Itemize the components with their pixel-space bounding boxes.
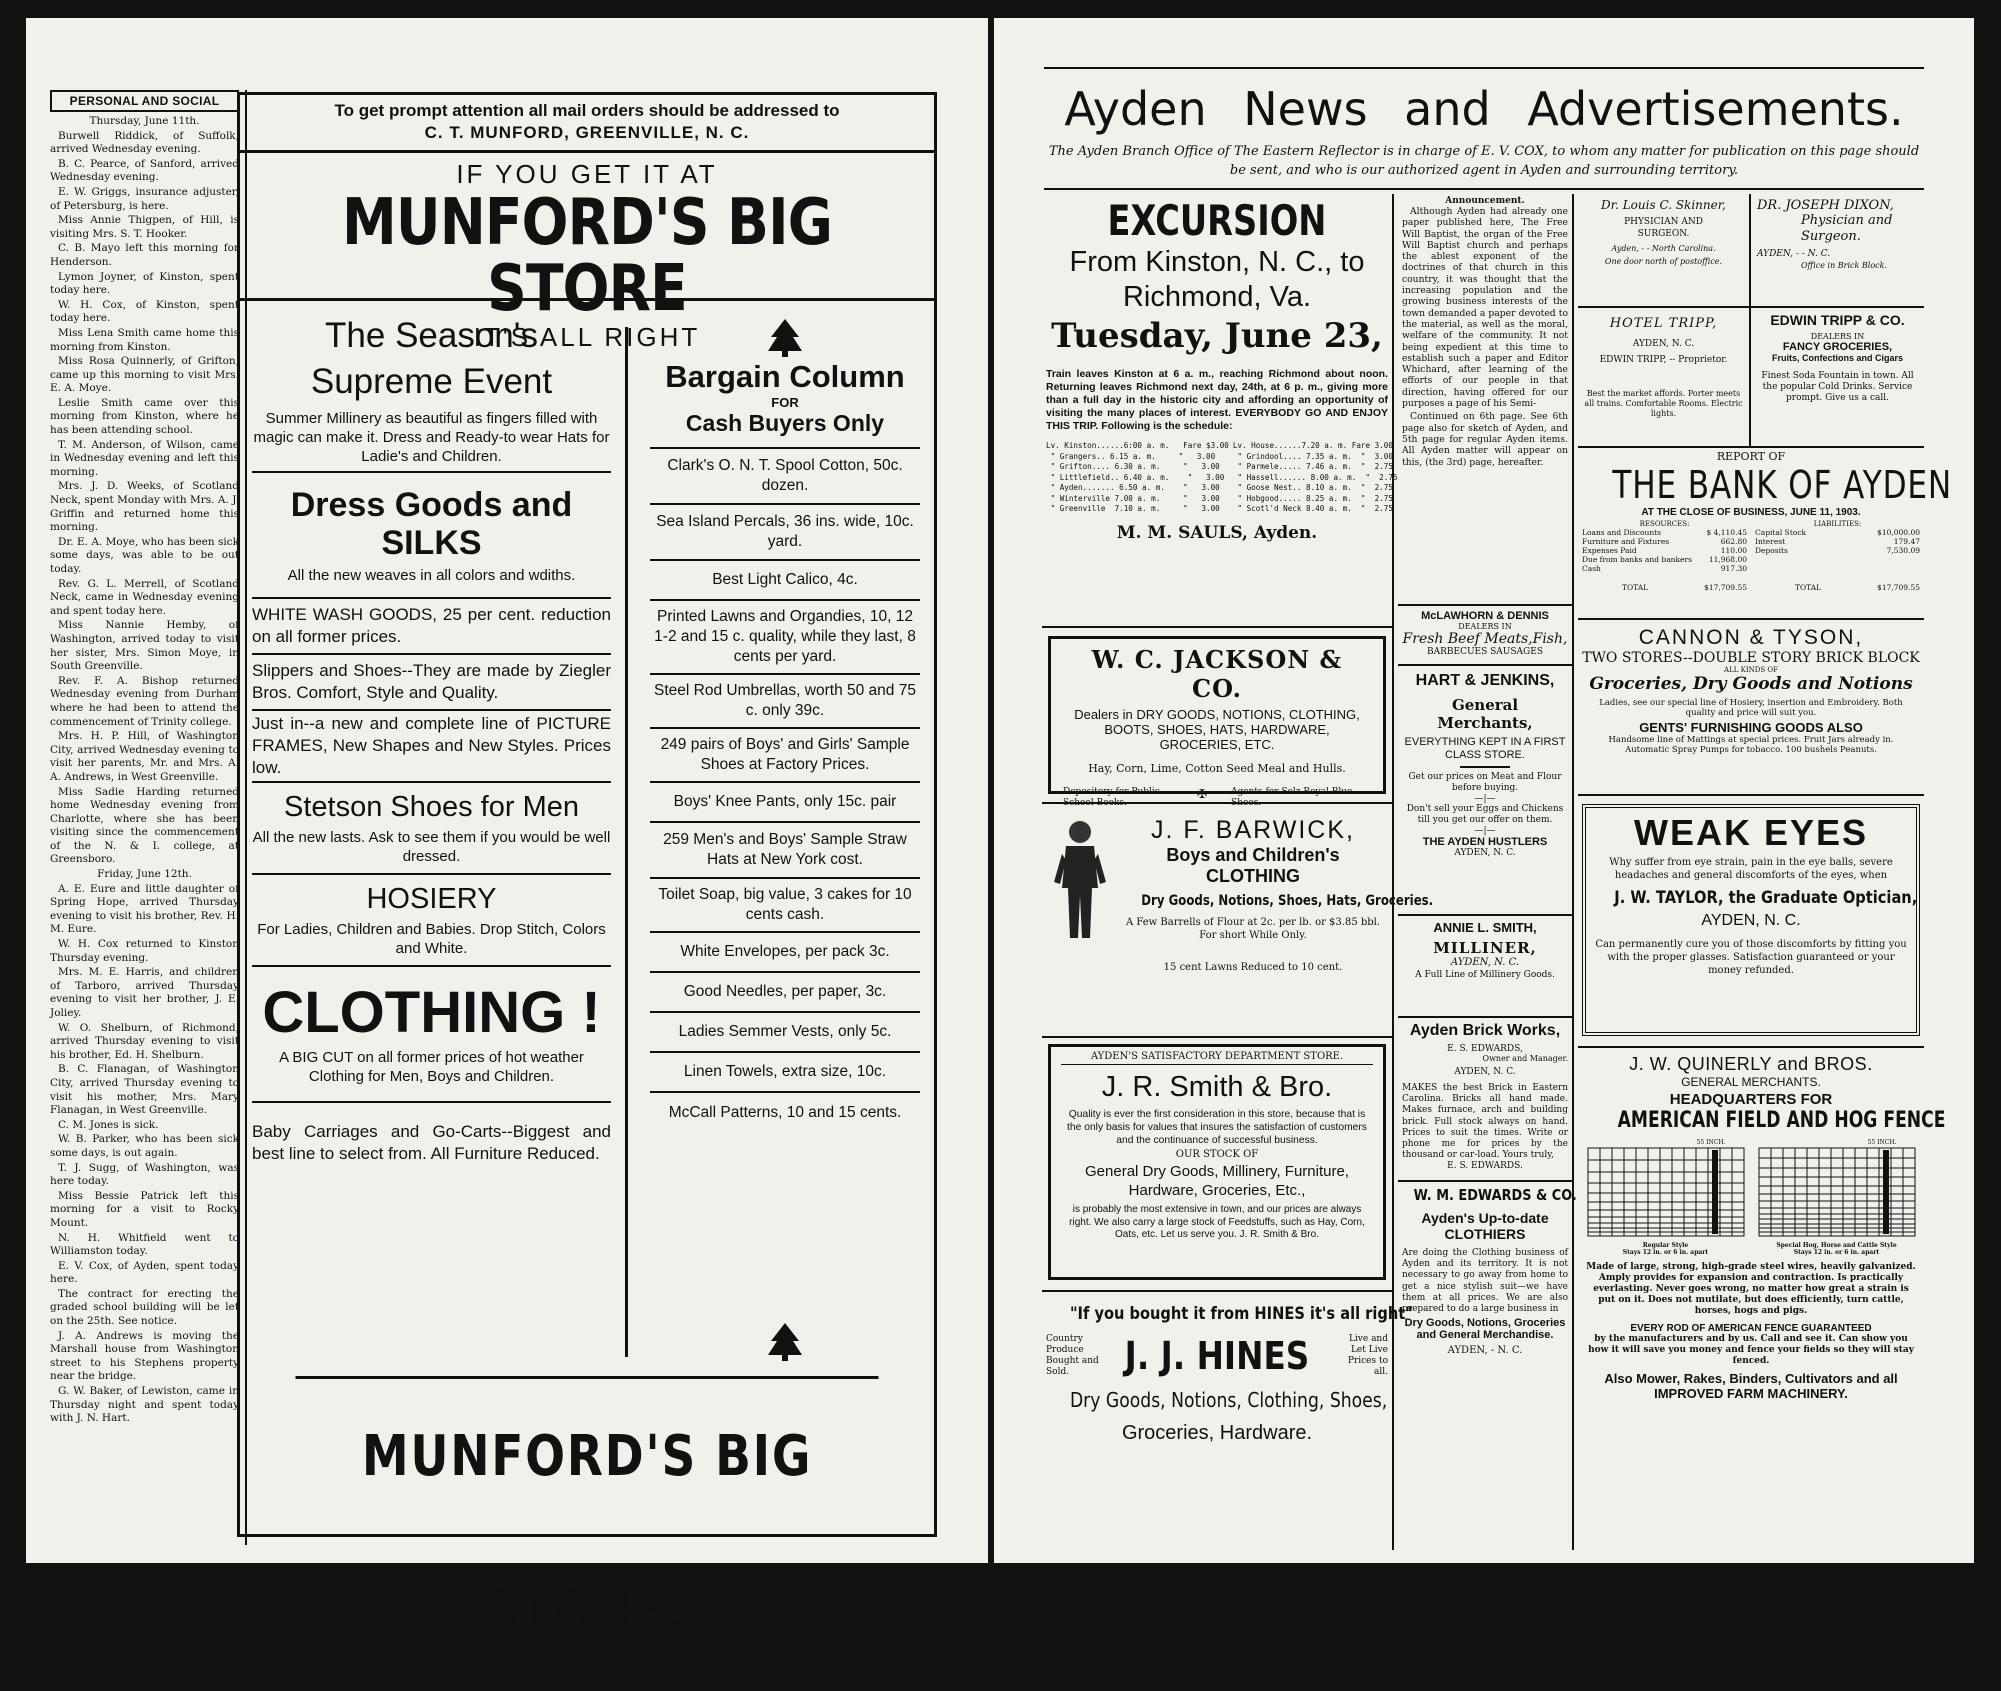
social-item: W. B. Parker, who has been sick some days, is out again. bbox=[50, 1133, 239, 1159]
bank-row-label: Interest bbox=[1755, 537, 1786, 546]
social-item: Miss Nannie Hemby, of Washington, arrived today to visit her sister, Mrs. Simon Moye, in South Greenville. bbox=[50, 619, 239, 673]
masthead-subtitle: The Ayden Branch Office of The Eastern Reflector is in charge of E. V. COX, to whom any matter for publication on this page should be sent, and who is our authorized agent in Ayden and surrounding territory. bbox=[1048, 144, 1920, 178]
feature-block bbox=[252, 711, 611, 783]
social-item: E. W. Griggs, insurance adjuster, of Petersburg, is here. bbox=[50, 185, 239, 212]
feature-block bbox=[252, 473, 611, 599]
feature-heading: The Season's Supreme Event bbox=[310, 315, 553, 401]
bargain-item: Toilet Soap, big value, 3 cakes for 10 cents cash. bbox=[650, 879, 920, 933]
bank-report: REPORT OF THE BANK OF AYDEN AT THE CLOSE OF BUSINESS, JUNE 11, 1903. RESOURCES: Loans and Discounts $ 4,110.45 Furniture and Fixtures 662.80 Expenses Paid 110.00 Due from banks and bankers 11,968.00 Cash 917.30 LIABILITIES: Capital Stock $10,000.00 Interest 179.47 Deposits 7,530.09 TOTAL $17,709.55 TOTAL $17,709.55 bbox=[1578, 448, 1924, 620]
social-item: W. O. Shelburn, of Richmond, arrived Thursday evening to visit his brother, Ed. H. Shelburn. bbox=[50, 1021, 239, 1061]
social-item: Leslie Smith came over this morning from Kinston, where he has been attending school. bbox=[50, 396, 239, 437]
social-item: C. B. Mayo left this morning for Henderson. bbox=[50, 242, 239, 268]
bank-row-label: Cash bbox=[1582, 564, 1601, 573]
feature-block bbox=[252, 307, 611, 473]
feature-text: Slippers and Shoes--They are made by Ziegler Bros. Comfort, Style and Quality. bbox=[252, 661, 611, 702]
bank-row-label: Furniture and Fixtures bbox=[1582, 537, 1670, 546]
masthead-rule bbox=[1044, 188, 1924, 190]
social-item: Mrs. H. P. Hill, of Washington City, arrived Wednesday evening to visit her parents, Mr. and Mrs. A. A. Andrews, in West Greenville. bbox=[50, 730, 239, 783]
personal-social-column bbox=[50, 90, 247, 1545]
munford-footer: MUNFORD'S BIG STORE. bbox=[296, 1376, 879, 1534]
schedule-left: Lv. Kinston......6:00 a. m. Fare $3.00 " Grangers.. 6.15 a. m. " 3.00 " Grifton.... 6.30 a. m. " 3.00 " Littlefield.. 6.40 a. m. " 3.00 " Ayden....... 6.50 a. m. " 3.00 " Winterville 7.00 a. m. " 3.00 " Greenville 7.10 a. m. " 3.00 bbox=[1046, 441, 1229, 513]
bargain-item: Sea Island Percals, 36 ins. wide, 10c. yard. bbox=[650, 505, 920, 561]
munford-ad bbox=[237, 92, 937, 1645]
announcement: Announcement. Although Ayden had already one paper published here, The Free Will Baptist, the organ of the Free Will Baptist church and perhaps the ablest exponent of the doctrines of that church in this country, it was thought that the increasing population and the growing business interests of the town demanded a paper devoted to the material, as well as the moral, welfare of the community. It not being expedient at this time to establish such a paper and Editor Whichard, after learning of the efforts of our people in that direction, having offered for our purposes a page of his Semi- Continued on 6th page. See 6th page also for sketch of Ayden, and 5th page for regular Ayden items. All Ayden matter will appear on this, (the 3rd) page, hereafter. bbox=[1398, 194, 1572, 606]
social-date: Thursday, June 11th. bbox=[89, 115, 200, 127]
mclawhorn-ad: McLAWHORN & DENNIS DEALERS IN Fresh Beef Meats,Fish, BARBECUES SAUSAGES bbox=[1398, 610, 1572, 666]
bank-row bbox=[1755, 528, 1920, 537]
bank-row-label: Capital Stock bbox=[1755, 528, 1807, 537]
bargain-item: Steel Rod Umbrellas, worth 50 and 75 c. only 39c. bbox=[650, 675, 920, 729]
bargain-item: Clark's O. N. T. Spool Cotton, 50c. dozen. bbox=[650, 449, 920, 505]
bank-row-value: 662.80 bbox=[1720, 537, 1747, 546]
social-item: Dr. E. A. Moye, who has been sick some days, was able to be out today. bbox=[50, 535, 239, 575]
bank-row bbox=[1582, 555, 1747, 564]
brick-works-ad: Ayden Brick Works, E. S. EDWARDS, Owner and Manager. AYDEN, N. C. MAKES the best Brick in Eastern Carolina. Bricks all hand made. Makes furnace, arch and building brick. Full stock always on hand. Prices to suit the times. Write or phone me for prices by the thousand or car-load. Yours truly, E. S. EDWARDS. bbox=[1398, 1018, 1572, 1182]
skinner-card: Dr. Louis C. Skinner, PHYSICIAN AND SURGEON. Ayden, - - North Carolina. One door north of postoffice. bbox=[1578, 194, 1751, 306]
feature-block bbox=[252, 1103, 611, 1183]
feature-block bbox=[252, 875, 611, 967]
column-b bbox=[1398, 194, 1577, 1550]
social-item: Miss Sadie Harding returned home Wednesday evening from Charlotte, where she has been visiting since the commencement of the N. & I. college, at Greensboro. bbox=[50, 785, 239, 866]
column-a bbox=[1042, 194, 1434, 1550]
column-divider bbox=[625, 327, 628, 1357]
bargain-item: Ladies Semmer Vests, only 5c. bbox=[650, 1013, 920, 1053]
mail-order-notice: To get prompt attention all mail orders should be addressed to C. T. MUNFORD, GREENVILLE, N. C. bbox=[240, 95, 934, 153]
feature-heading: CLOTHING ! bbox=[262, 980, 601, 1045]
bargain-item: White Envelopes, per pack 3c. bbox=[650, 933, 920, 973]
social-item: A. E. Eure and little daughter of Spring Hope, arrived Thursday evening to visit his brother, Rev. H. M. Eure. bbox=[50, 882, 239, 936]
feature-block bbox=[252, 599, 611, 655]
left-page bbox=[26, 18, 988, 1645]
bank-row-label: Loans and Discounts bbox=[1582, 528, 1662, 537]
store-banner: IF YOU GET IT AT MUNFORD'S BIG STORE IT'S ALL RIGHT bbox=[240, 153, 934, 301]
bank-row bbox=[1582, 546, 1747, 555]
bank-row-value: 110.00 bbox=[1720, 546, 1747, 555]
bank-row-value: 11,968.00 bbox=[1708, 555, 1747, 564]
social-item: Mrs. M. E. Harris, and children of Tarboro, arrived Thursday evening to visit her brother, J. E. Joliey. bbox=[50, 966, 239, 1019]
feature-block bbox=[252, 783, 611, 875]
feature-heading: Stetson Shoes for Men bbox=[284, 791, 579, 823]
feature-text: Baby Carriages and Go-Carts--Biggest and best line to select from. All Furniture Reduced. bbox=[252, 1122, 611, 1163]
bargain-column: Bargain Column FOR Cash Buyers Only Clark's O. N. T. Spool Cotton, 50c. dozen. Sea Island Percals, 36 ins. wide, 10c. yard. Best Light Calico, 4c. Printed Lawns and Organdies, 10, 12 1-2 and 15 c. quality, while they last, 8 cents per yard. Steel Rod Umbrellas, worth 50 and 75 c. only 39c. 249 pairs of Boys' and Girls' Sample Shoes at Factory Prices. Boys' Knee Pants, only 15c. pair 259 Men's and Boys' Sample Straw Hats at New York cost. Toilet Soap, big value, 3 cakes for 10 cents cash. White Envelopes, per pack 3c. Good Needles, per paper, 3c. Ladies Semmer Vests, only 5c. Linen Towels, extra size, 10c. McCall Patterns, 10 and 15 cents. bbox=[636, 307, 934, 1365]
bank-row bbox=[1755, 537, 1920, 546]
edwin-tripp-card: EDWIN TRIPP & CO. DEALERS IN FANCY GROCERIES, Fruits, Confections and Cigars Finest Soda Fountain in town. All the popular Cold Drinks. Service prompt. Give us a call. bbox=[1761, 312, 1914, 403]
feature-text: For Ladies, Children and Babies. Drop Stitch, Colors and White. bbox=[257, 921, 606, 957]
weak-eyes-ad: WEAK EYES Why suffer from eye strain, pain in the eye balls, severe headaches and general discomforts of the eyes, when J. W. TAYLOR, the Graduate Optician, AYDEN, N. C. Can permanently cure you of those discomforts by fitting you with the proper glasses. Satisfaction guaranteed or your money refunded. bbox=[1582, 804, 1920, 1036]
store-name: MUNFORD'S BIG STORE bbox=[341, 186, 833, 326]
social-item: G. W. Baker, of Lewiston, came in Thursday night and spent today with J. N. Hart. bbox=[50, 1385, 239, 1425]
hines-ad: "If you bought it from HINES it's all right" Country Produce Bought and Sold. J. J. HINES Live and Let Live Prices to all. Dry Goods, Notions, Clothing, Shoes, Groceries, Hardware. bbox=[1046, 1304, 1413, 1444]
bargain-item: Boys' Knee Pants, only 15c. pair bbox=[650, 783, 920, 823]
boy-figure-icon bbox=[1052, 818, 1108, 952]
bargain-item: 259 Men's and Boys' Sample Straw Hats at New York cost. bbox=[650, 823, 920, 879]
hart-jenkins-ad: HART & JENKINS, General Merchants, EVERYTHING KEPT IN A FIRST CLASS STORE. Get our prices on Meat and Flour before buying. —|— Don't sell your Eggs and Chickens till you get our offer on them. —|— THE AYDEN HUSTLERS AYDEN, N. C. bbox=[1398, 666, 1572, 916]
social-item: The contract for erecting the graded school building will be let on the 25th. See notice. bbox=[50, 1287, 239, 1328]
jackson-ad: W. C. JACKSON & CO. Dealers in DRY GOODS, NOTIONS, CLOTHING, BOOTS, SHOES, HATS, HARDWARE, GROCERIES, ETC. Hay, Corn, Lime, Cotton Seed Meal and Hulls. Depository for Public School Books. ✠ Agents for Selz Royal Blue Shoes. bbox=[1048, 636, 1386, 794]
bank-row-value: 917.30 bbox=[1720, 564, 1747, 573]
smith-ad: AYDEN'S SATISFACTORY DEPARTMENT STORE. J. R. Smith & Bro. Quality is ever the first consideration in this store, because that is the only basis for values that insures the satisfaction of customers and the continuance of successful business. OUR STOCK OF General Dry Goods, Millinery, Furniture, Hardware, Groceries, Etc., is probably the most extensive in town, and our prices are always right. We also carry a large stock of Feedstuffs, such as Hay, Corn, Oats, etc. Let us serve you. J. R. Smith & Bro. bbox=[1048, 1044, 1386, 1280]
feature-heading: Dress Goods and SILKS bbox=[290, 485, 573, 562]
social-item: T. J. Sugg, of Washington, was here today. bbox=[50, 1161, 239, 1188]
bargain-item: McCall Patterns, 10 and 15 cents. bbox=[668, 1104, 902, 1121]
fence-illustration: 55 INCH. Special Hog, Horse and Cattle Style Stays 12 in. or 6 in. apart bbox=[1757, 1139, 1917, 1256]
ornament-icon: ✠ bbox=[1196, 787, 1208, 801]
bargain-item: 249 pairs of Boys' and Girls' Sample Shoes at Factory Prices. bbox=[650, 729, 920, 783]
bank-row-value: 179.47 bbox=[1893, 537, 1920, 546]
bank-row-value: $10,000.00 bbox=[1877, 528, 1920, 537]
social-item: B. C. Flanagan, of Washington City, arrived Thursday evening to visit his mother, Mrs. Mary Flanagan, in West Greenville. bbox=[50, 1063, 239, 1117]
fence-grid-icon bbox=[1586, 1146, 1746, 1238]
feature-text: Just in--a new and complete line of PICTURE FRAMES, New Shapes and New Styles. Prices low. bbox=[252, 714, 611, 777]
bank-row bbox=[1582, 564, 1747, 573]
social-item: Miss Bessie Patrick left this morning for a visit to Rocky Mount. bbox=[50, 1189, 239, 1229]
feature-text: All the new weaves in all colors and wdiths. bbox=[287, 566, 576, 584]
social-item: E. V. Cox, of Ayden, spent today here. bbox=[50, 1259, 239, 1286]
column-c bbox=[1578, 194, 1953, 1550]
cannon-tyson-ad: CANNON & TYSON, TWO STORES--DOUBLE STORY BRICK BLOCK ALL KINDS OF Groceries, Dry Goods and Notions Ladies, see our special line of Hosiery, insertion and Embroidery. Both quality and price will suit you. GENTS' FURNISHING GOODS ALSO Handsome line of Mattings at special prices. Fruit Jars already in. Automatic Spray Pumps for tobacco. 100 bushels Peanuts. bbox=[1578, 620, 1924, 796]
munford-features bbox=[240, 307, 623, 1365]
masthead-rule bbox=[1044, 67, 1924, 69]
bank-row-value: 7,530.09 bbox=[1886, 546, 1920, 555]
feature-heading: HOSIERY bbox=[366, 883, 497, 915]
social-item: Lymon Joyner, of Kinston, spent today here. bbox=[50, 270, 239, 297]
bargain-item: Printed Lawns and Organdies, 10, 12 1-2 and 15 c. quality, while they last, 8 cents per yard. bbox=[650, 601, 920, 675]
bargain-item: Good Needles, per paper, 3c. bbox=[650, 973, 920, 1013]
barwick-ad: J. F. BARWICK, Boys and Children's CLOTHING Dry Goods, Notions, Shoes, Hats, Groceries. A Few Barrells of Flour at 2c. per lb. or $3.85 bbl. For short While Only. 15 cent Lawns Reduced to 10 cent. bbox=[1042, 804, 1392, 1038]
annie-smith-ad: ANNIE L. SMITH, MILLINER, AYDEN, N. C. A Full Line of Millinery Goods. bbox=[1398, 916, 1572, 1018]
social-item: J. A. Andrews is moving the Marshall house from Washington street to his Stephens property near the bridge. bbox=[50, 1329, 239, 1383]
feature-text: All the new lasts. Ask to see them if you would be well dressed. bbox=[252, 829, 611, 865]
feature-block bbox=[252, 967, 611, 1103]
social-item: W. H. Cox, of Kinston, spent today here. bbox=[50, 298, 239, 325]
bank-row-value: $ 4,110.45 bbox=[1706, 528, 1747, 537]
feature-text: Summer Millinery as beautiful as fingers filled with magic can make it. Dress and Ready-to wear Hats for Ladie's and Children. bbox=[253, 409, 610, 465]
social-title: PERSONAL AND SOCIAL bbox=[50, 90, 239, 112]
masthead: Ayden News and Advertisements. bbox=[1064, 82, 1904, 136]
feature-text: A BIG CUT on all former prices of hot weather Clothing for Men, Boys and Children. bbox=[279, 1049, 584, 1085]
social-item: B. C. Pearce, of Sanford, arrived Wednesday evening. bbox=[50, 157, 239, 184]
bank-row-label: Due from banks and bankers bbox=[1582, 555, 1692, 564]
bank-row bbox=[1582, 537, 1747, 546]
social-date: Friday, June 12th. bbox=[97, 868, 192, 881]
hotel-tripp-card: HOTEL TRIPP, AYDEN, N. C. EDWIN TRIPP, -- Proprietor. Best the market affords. Porter meets all trains. Comfortable Rooms. Electric lights. bbox=[1578, 308, 1751, 446]
bank-row bbox=[1755, 546, 1920, 555]
schedule-right: Lv. House......7.20 a. m. Fare 3.00 " Grindool.... 7.35 a. m. " 3.00 " Parmele..... 7.46 a. m. " 2.75 " Hassell...... 8.00 a. m. " 2.75 " Goose Nest.. 8.10 a. m. " 2.75 " Hobgood..... 8.25 a. m. " 2.75 " Scotl'd Neck 8.40 a. m. " 2.75 bbox=[1232, 441, 1398, 513]
social-item: Miss Lena Smith came home this morning from Kinston. bbox=[50, 326, 239, 353]
social-item: N. H. Whitfield went to Williamston today. bbox=[50, 1231, 239, 1258]
social-item: W. H. Cox returned to Kinston Thursday evening. bbox=[50, 938, 239, 964]
bank-row-label: Deposits bbox=[1755, 546, 1788, 555]
social-item: Miss Rosa Quinnerly, of Grifton, came up this morning to visit Mrs. E. A. Moye. bbox=[50, 355, 239, 395]
social-item: T. M. Anderson, of Wilson, came in Wednesday evening and left this morning. bbox=[50, 438, 239, 478]
social-item: Miss Annie Thigpen, of Hill, is visiting Mrs. S. T. Hooker. bbox=[50, 214, 239, 240]
social-item: Rev. G. L. Merrell, of Scotland Neck, came in Wednesday evening and spent today here. bbox=[50, 577, 239, 617]
bank-row bbox=[1582, 528, 1747, 537]
feature-text: WHITE WASH GOODS, 25 per cent. reduction on all former prices. bbox=[252, 605, 611, 646]
bargain-item: Best Light Calico, 4c. bbox=[650, 561, 920, 601]
fence-illustration: 55 INCH. Regular Style Stays 12 in. or 6 in. apart bbox=[1586, 1139, 1746, 1256]
fence-grid-icon bbox=[1757, 1146, 1917, 1238]
edwards-ad: W. M. EDWARDS & CO. Ayden's Up-to-date CLOTHIERS Are doing the Clothing business of Ayden and its territory. It is not necessary to go away from home to get a nice stylish suit—we have them at all prices. We are also prepared to do a large business in Dry Goods, Notions, Groceries and General Merchandise. AYDEN, - N. C. bbox=[1402, 1186, 1577, 1357]
social-item: C. M. Jones is sick. bbox=[58, 1118, 159, 1131]
pine-ornament-icon bbox=[636, 1321, 934, 1363]
bank-row-label: Expenses Paid bbox=[1582, 546, 1637, 555]
social-item: Burwell Riddick, of Suffolk, arrived Wednesday evening. bbox=[50, 129, 239, 156]
right-page bbox=[994, 18, 1974, 1563]
bargain-item: Linen Towels, extra size, 10c. bbox=[650, 1053, 920, 1093]
feature-block bbox=[252, 655, 611, 711]
quinerly-ad: J. W. QUINERLY and BROS. GENERAL MERCHANTS. HEADQUARTERS FOR AMERICAN FIELD AND HOG FENCE 55 INCH. Regular Style Stays 12 in. or 6 in. apart 55 INCH. Special Hog, Horse and Cattle Style Stays 12 in. or 6 in. apart Made of large, strong, high-grade steel wires, heavily galvanized. Amply provides for expansion and contraction. Is practically everlasting. Never goes wrong, no matter how great a strain is put on it. Does not mutilate, but does efficiently, turn cattle, horses, hogs and pigs. EVERY ROD OF AMERICAN FENCE GUARANTEED by the manufacturers and by us. Call and see it. Can show you how it will save you money and fence your fields so they will stay fenced. Also Mower, Rakes, Binders, Cultivators and all IMPROVED FARM MACHINERY. bbox=[1586, 1054, 1946, 1401]
social-item: Rev. F. A. Bishop returned Wednesday evening from Durham where he had been to attend the commencement of Trinity college. bbox=[50, 674, 239, 728]
dixon-card: DR. JOSEPH DIXON, Physician and Surgeon. AYDEN, - - N. C. Office in Brick Block. bbox=[1757, 198, 1894, 270]
social-item: Mrs. J. D. Weeks, of Scotland Neck, spent Monday with Mrs. A. J. Griffin and returned home this morning. bbox=[50, 480, 239, 534]
excursion-ad: EXCURSION From Kinston, N. C., to Richmond, Va. Tuesday, June 23, Train leaves Kinston at 6 a. m., reaching Richmond about noon. Returning leaves Richmond next day, 24th, at 6 p. m., giving more than a full day in the historic city and affording an opportunity of visiting the many places of interest. EVERYBODY GO AND ENJOY THIS TRIP. Following is the schedule: Lv. Kinston......6:00 a. m. Fare $3.00 " Grangers.. 6.15 a. m. " 3.00 " Grifton.... 6.30 a. m. " 3.00 " Littlefield.. 6.40 a. m. " 3.00 " Ayden....... 6.50 a. m. " 3.00 " Winterville 7.00 a. m. " 3.00 " Greenville 7.10 a. m. " 3.00 Lv. House......7.20 a. m. Fare 3.00 " Grindool.... 7.35 a. m. " 3.00 " Parmele..... 7.46 a. m. " 2.75 " Hassell...... 8.00 a. m. " 2.75 " Goose Nest.. 8.10 a. m. " 2.75 " Hobgood..... 8.25 a. m. " 2.75 " Scotl'd Neck 8.40 a. m. " 2.75 M. M. SAULS, Ayden. bbox=[1042, 194, 1392, 628]
pine-ornament-icon bbox=[636, 317, 934, 359]
